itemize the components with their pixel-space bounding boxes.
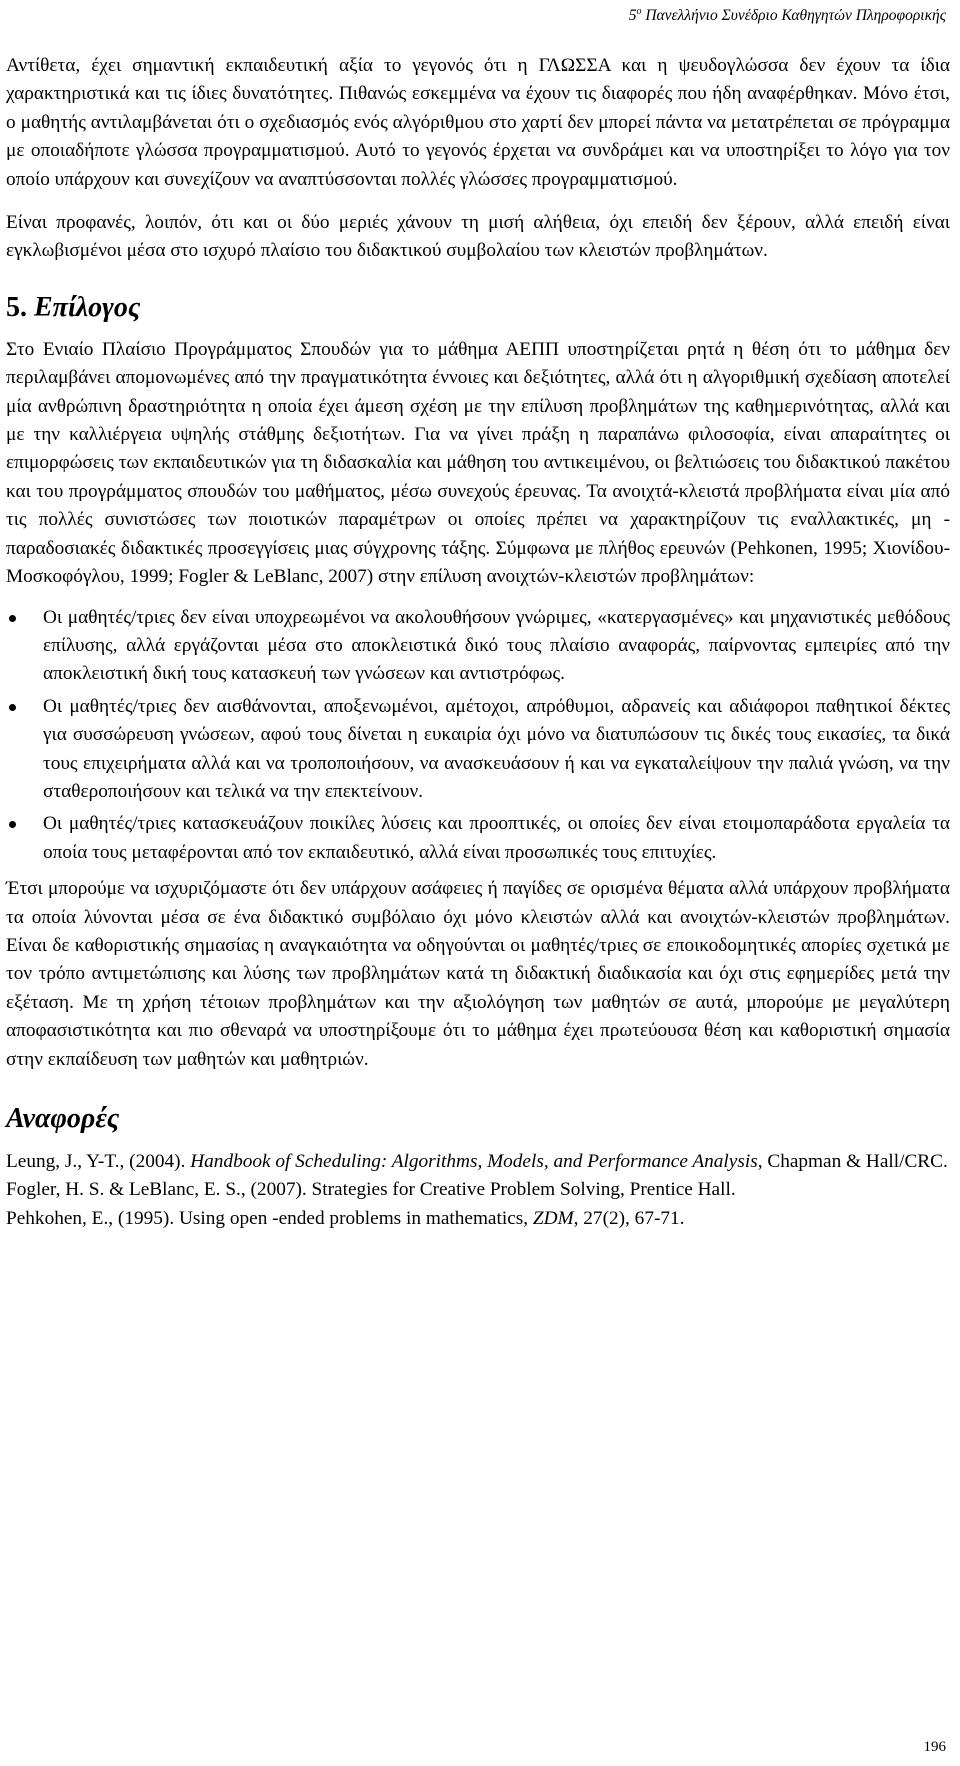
- reference-item: [6, 1176, 950, 1204]
- reference-item: [6, 1148, 950, 1176]
- main-content: [6, 52, 950, 1233]
- epilogue-paragraph-1: Στο Ενιαίο Πλαίσιο Προγράμματος Σπουδών για το μάθημα ΑΕΠΠ υποστηρίζεται ρητά η θέση ότι το μάθημα δεν περιλαμβάνει απομονωμένες από την πραγματικότητα έννοιες και δεξιότητες, αλλά ότι η αλγοριθμική σχεδίαση αποτελεί μία ανθρώπινη δραστηριότητα η οποία έχει άμεση σχέση με την επίλυση προβλημάτων της καθημερινότητας, αλλά και με την καλλιέργεια υψηλής στάθμης δεξιοτήτων. Για να γίνει πράξη η παραπάνω φιλοσοφία, είναι απαραίτητες οι επιμορφώσεις των εκπαιδευτικών για τη διδασκαλία και μάθηση του αντικειμένου, οι βελτιώσεις του διδακτικού πακέτου και του προγράμματος σπουδών του μαθήματος, μέσω συνεχούς έρευνας. Τα ανοιχτά-κλειστά προβλήματα είναι μία από τις πολλές συνιστώσες των ποιοτικών παραμέτρων οι οποίες πρέπει να χαρακτηρίζουν τις εναλλακτικές, μη - παραδοσιακές διδακτικές προσεγγίσεις μιας σύγχρονης τάξης. Σύμφωνα με πλήθος ερευνών (Pehkonen, 1995; Χιονίδου-Μοσκοφόγλου, 1999; Fogler & LeBlanc, 2007) στην επίλυση ανοιχτών-κλειστών προβλημάτων:: [6, 338, 950, 588]
- bullet-icon: [9, 615, 16, 622]
- header-ordinal: 5: [628, 7, 637, 25]
- paragraph-1: Αντίθετα, έχει σημαντική εκπαιδευτική αξία το γεγονός ότι η ΓΛΩΣΣΑ και η ψευδογλώσσα δεν έχουν τα ίδια χαρακτηριστικά και τις ίδιες δυνατότητες. Πιθανώς εσκεμμένα να έχουν τις διαφορές που ήδη αναφέρθηκαν. Μόνο έτσι, ο μαθητής αντιλαμβάνεται ότι ο σχεδιασμός ενός αλγόριθμου στο χαρτί δεν μπορεί πάντα να μετατρέπεται σε πρόγραμμα με οποιαδήποτε γλώσσα προγραμματισμού. Αυτό το γεγονός έρχεται να συνδράμει και να υποστηρίξει το λόγο για τον οποίο υπάρχουν και συνεχίζουν να αναπτύσσονται πολλές γλώσσες προγραμματισμού.: [6, 55, 950, 190]
- bullet-icon: [9, 704, 16, 711]
- paragraph-2: Είναι προφανές, λοιπόν, ότι και οι δύο μεριές χάνουν τη μισή αλήθεια, όχι επειδή δεν ξέρουν, αλλά επειδή είναι εγκλωβισμένοι μέσα στο ισχυρό πλαίσιο του διδακτικού συμβολαίου των κλειστών προβλημάτων.: [6, 212, 950, 262]
- reference-italic-text: ZDM: [532, 1207, 574, 1229]
- reference-text-end: , Chapman & Hall/CRC.: [757, 1151, 948, 1172]
- list-item-text: Οι μαθητές/τριες δεν αισθάνονται, αποξενωμένοι, αμέτοχοι, απρόθυμοι, αδρανείς και αδιάφοροι παθητικοί δέκτες για συσσώρευση γνώσεων, αφού τους δίνεται η ευκαιρία όχι μόνο να διατυπώσουν τις δικές τους εικασίες, τα δικά τους επιχειρήματα αλλά και να τροποποιήσουν, να ανασκευάσουν ή και να εγκαταλείψουν την παλιά γνώση, να την σταθεροποιήσουν και τελικά να την επεκτείνουν.: [43, 695, 950, 802]
- reference-item: [6, 1205, 950, 1233]
- section-number: 5.: [6, 291, 27, 323]
- list-item: [6, 693, 950, 807]
- list-item: [6, 604, 950, 689]
- running-header: [629, 6, 946, 25]
- references-heading: Αναφορές: [6, 1103, 120, 1134]
- section-title: Επίλογος: [34, 291, 141, 323]
- reference-italic-text: Handbook of Scheduling: Algorithms, Models, and Performance Analysis: [190, 1151, 758, 1172]
- list-item: [6, 810, 950, 867]
- header-ordinal-sup: ο: [636, 6, 642, 17]
- bullet-icon: [9, 821, 16, 828]
- reference-text: Fogler, H. S. & LeBlanc, E. S., (2007). Strategies for Creative Problem Solving, Prentice Hall.: [6, 1179, 736, 1201]
- epilogue-paragraph-2: Έτσι μπορούμε να ισχυριζόμαστε ότι δεν υπάρχουν ασάφειες ή παγίδες σε ορισμένα θέματα αλλά υπάρχουν προβλήματα τα οποία λύνονται μέσα σε ένα διδακτικό συμβόλαιο όχι μόνο κλειστών αλλά και ανοιχτών-κλειστών προβλημάτων. Είναι δε καθοριστικής σημασίας η αναγκαιότητα να οδηγούνται οι μαθητές/τριες σε εποικοδομητικές απορίες σχετικά με τον τρόπο αντιμετώπισης και λύσης των προβλημάτων κατά τη διδακτική διαδικασία και όχι στις εφημερίδες μετά την εξέταση. Με τη χρήση τέτοιων προβλημάτων και την αξιολόγηση των μαθητών σε αυτά, μπορούμε με μεγαλύτερη αποφασιστικότητα και πιο σθεναρά να υποστηρίξουμε ότι το μάθημα έχει πρωτεύουσα θέση και καθοριστική σημασία στην εκπαίδευση των μαθητών και μαθητριών.: [6, 878, 950, 1070]
- reference-text-end: , 27(2), 67-71.: [573, 1207, 685, 1229]
- reference-text: Leung, J., Y-T., (2004).: [6, 1151, 191, 1172]
- page-number: 196: [923, 1739, 946, 1755]
- list-item-text: Οι μαθητές/τριες δεν είναι υποχρεωμένοι να ακολουθήσουν γνώριμες, «κατεργασμένες» και μηχανιστικές μεθόδους επίλυσης, αλλά εργάζονται μέσα στο αποκλειστικά δικό τους πλαίσιο αναφοράς, παίρνοντας εμπειρίες από την αποκλειστική δική τους κατασκευή των γνώσεων και αντιστρόφως.: [43, 606, 950, 685]
- header-conference: Πανελλήνιο Συνέδριο Καθηγητών Πληροφορικής: [645, 7, 946, 25]
- list-item-text: Οι μαθητές/τριες κατασκευάζουν ποικίλες λύσεις και προοπτικές, οι οποίες δεν είναι ετοιμοπαράδοτα εργαλεία τα οποία τους μεταφέρονται από τον εκπαιδευτικό, αλλά είναι προσωπικές τους επιτυχίες.: [43, 813, 950, 863]
- bullet-list: [6, 604, 950, 868]
- reference-text: Pehkohen, E., (1995). Using open -ended problems in mathematics,: [6, 1207, 533, 1229]
- section-heading-epilogue: [6, 292, 950, 324]
